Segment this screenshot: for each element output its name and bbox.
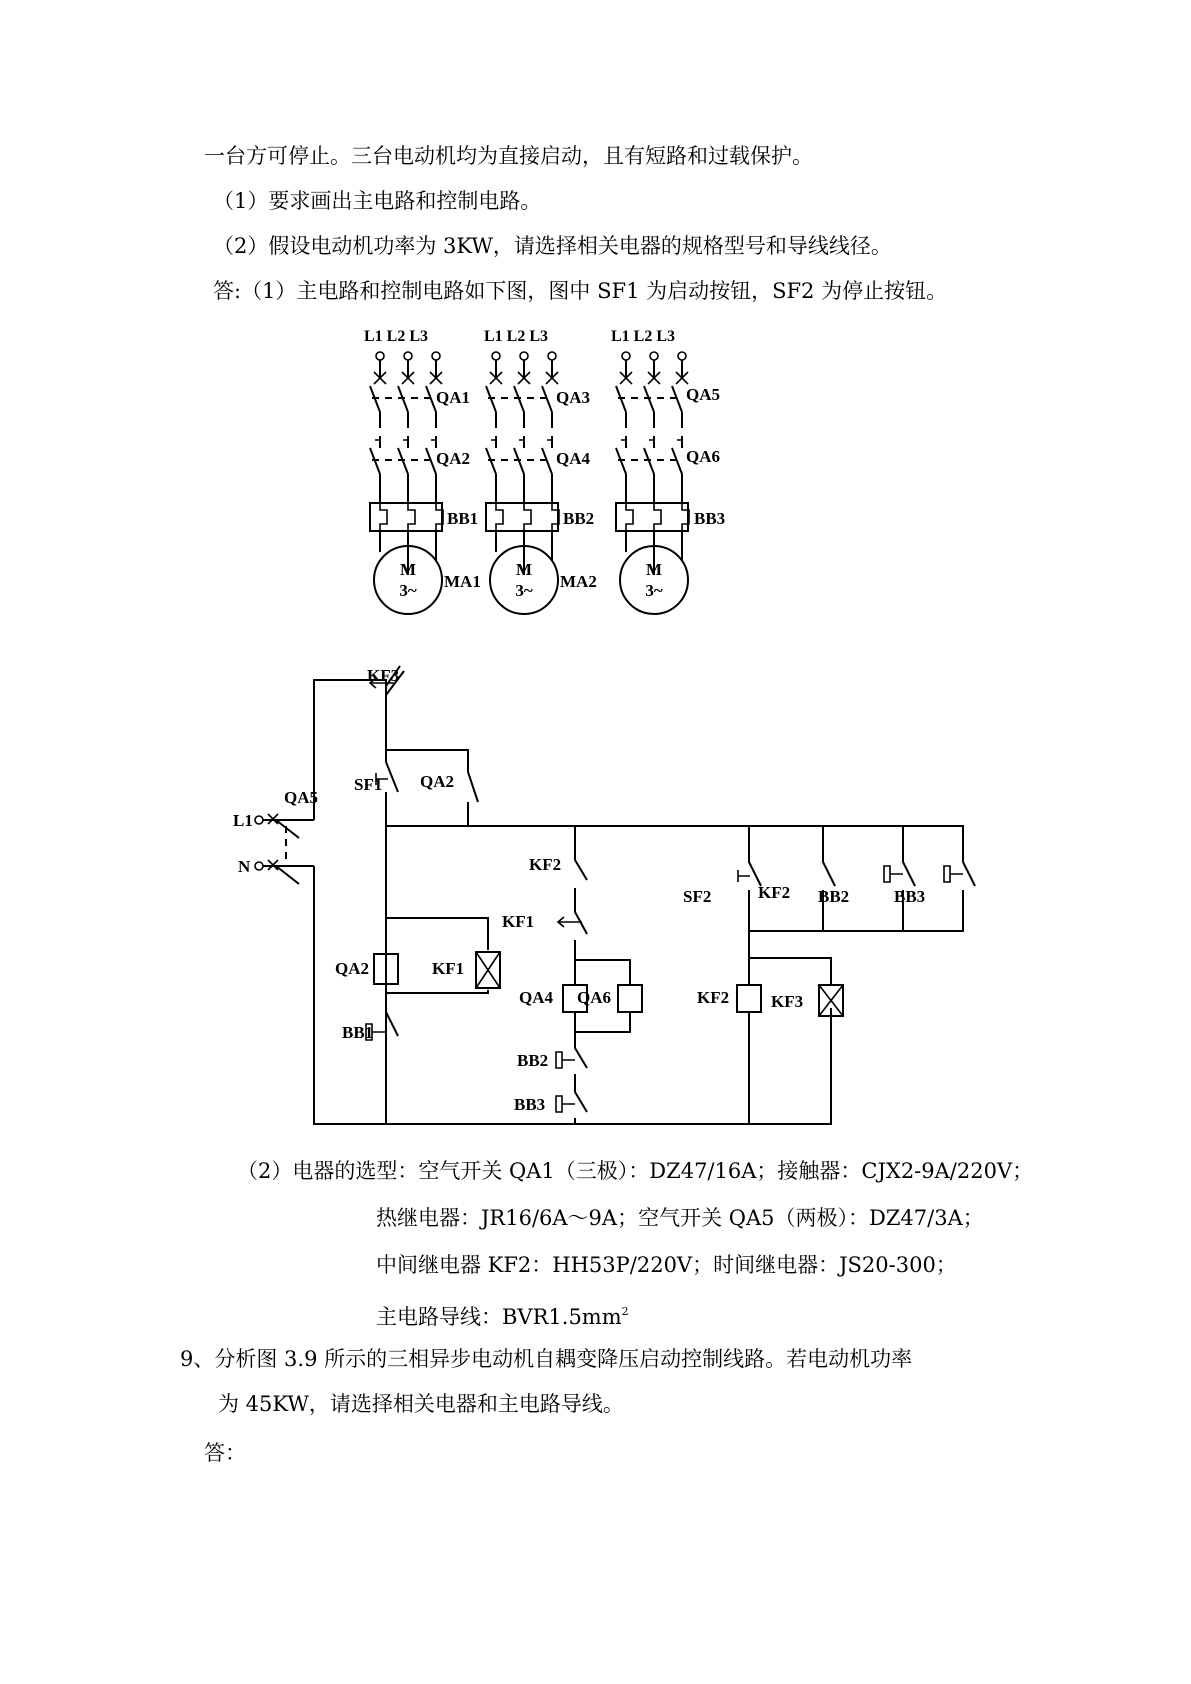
wire-spec-superscript: 2 — [621, 1305, 629, 1318]
label-bb1: BB1 — [342, 1023, 374, 1042]
contactor-label-qa6: QA6 — [686, 447, 720, 466]
motor-label-m-2: M — [515, 560, 533, 579]
phase-labels-2: L1 L2 L3 — [484, 328, 549, 345]
selection-line-2: 热继电器：JR16/6A～9A；空气开关 QA5（两极）：DZ47/3A； — [376, 1206, 984, 1230]
selection-line-4 — [376, 1297, 629, 1332]
motor-label-m-3: M — [645, 560, 663, 579]
contactor-label-qa2: QA2 — [436, 449, 470, 468]
label-qa5: QA5 — [284, 788, 318, 807]
label-qa2-coil: QA2 — [335, 959, 369, 978]
breaker-label-qa3: QA3 — [556, 388, 590, 407]
label-kf1-coil: KF1 — [432, 959, 465, 978]
label-bb3-left: BB3 — [514, 1095, 546, 1114]
answer-label: 答： — [204, 1441, 246, 1465]
answer-line-1: 答:（1）主电路和控制电路如下图，图中 SF1 为启动按钮，SF2 为停止按钮。 — [213, 279, 948, 303]
label-bb2-left: BB2 — [517, 1051, 549, 1070]
paragraph-line-3: （2）假设电动机功率为 3KW，请选择相关电器的规格型号和导线线径。 — [213, 234, 892, 258]
motor-label-phase-2: 3~ — [515, 581, 533, 600]
label-kf3-contact: KF3 — [367, 666, 400, 685]
motor-label-phase-3: 3~ — [645, 581, 663, 600]
breaker-label-qa5: QA5 — [686, 385, 720, 404]
control-circuit — [233, 666, 975, 1124]
label-l1: L1 — [233, 811, 253, 830]
label-kf2-hold: KF2 — [758, 883, 791, 902]
selection-line-1: （2）电器的选型：空气开关 QA1（三极）：DZ47/16A；接触器：CJX2-9A/220V； — [237, 1159, 1034, 1183]
label-n: N — [238, 857, 251, 876]
paragraph-line-1: 一台方可停止。三台电动机均为直接启动，且有短路和过载保护。 — [204, 144, 813, 168]
label-kf1-contact: KF1 — [502, 912, 535, 931]
phase-labels-3: L1 L2 L3 — [611, 328, 676, 345]
contactor-label-qa4: QA4 — [556, 449, 590, 468]
motor-label-phase-1: 3~ — [399, 581, 417, 600]
motor-branch-2 — [484, 328, 597, 614]
motor-name-ma1: MA1 — [444, 572, 481, 591]
label-qa6-coil: QA6 — [577, 988, 611, 1007]
label-kf2-contact: KF2 — [529, 855, 562, 874]
wire-spec: 主电路导线：BVR1.5mm — [376, 1305, 622, 1329]
relay-label-bb2: BB2 — [563, 509, 595, 528]
breaker-label-qa1: QA1 — [436, 388, 470, 407]
label-qa4-coil: QA4 — [519, 988, 553, 1007]
paragraph-line-2: （1）要求画出主电路和控制电路。 — [213, 189, 542, 213]
motor-branch-1 — [364, 328, 481, 614]
selection-line-3: 中间继电器 KF2：HH53P/220V；时间继电器：JS20-300； — [376, 1253, 957, 1277]
label-kf3-coil: KF3 — [771, 992, 804, 1011]
label-qa2-hold: QA2 — [420, 772, 454, 791]
label-kf2-coil: KF2 — [697, 988, 730, 1007]
motor-branch-3 — [611, 328, 725, 614]
motor-label-m-1: M — [399, 560, 417, 579]
label-sf2: SF2 — [683, 887, 712, 906]
relay-label-bb1: BB1 — [447, 509, 479, 528]
label-bb2-right: BB2 — [818, 887, 850, 906]
label-sf1: SF1 — [354, 775, 383, 794]
label-bb3-right: BB3 — [894, 887, 926, 906]
motor-name-ma2: MA2 — [560, 572, 597, 591]
question-9-line-1: 9、分析图 3.9 所示的三相异步电动机自耦变降压启动控制线路。若电动机功率 — [180, 1347, 913, 1371]
question-9-line-2: 为 45KW，请选择相关电器和主电路导线。 — [218, 1392, 624, 1416]
phase-labels-1: L1 L2 L3 — [364, 328, 429, 345]
relay-label-bb3: BB3 — [694, 509, 726, 528]
main-circuit — [364, 328, 725, 614]
